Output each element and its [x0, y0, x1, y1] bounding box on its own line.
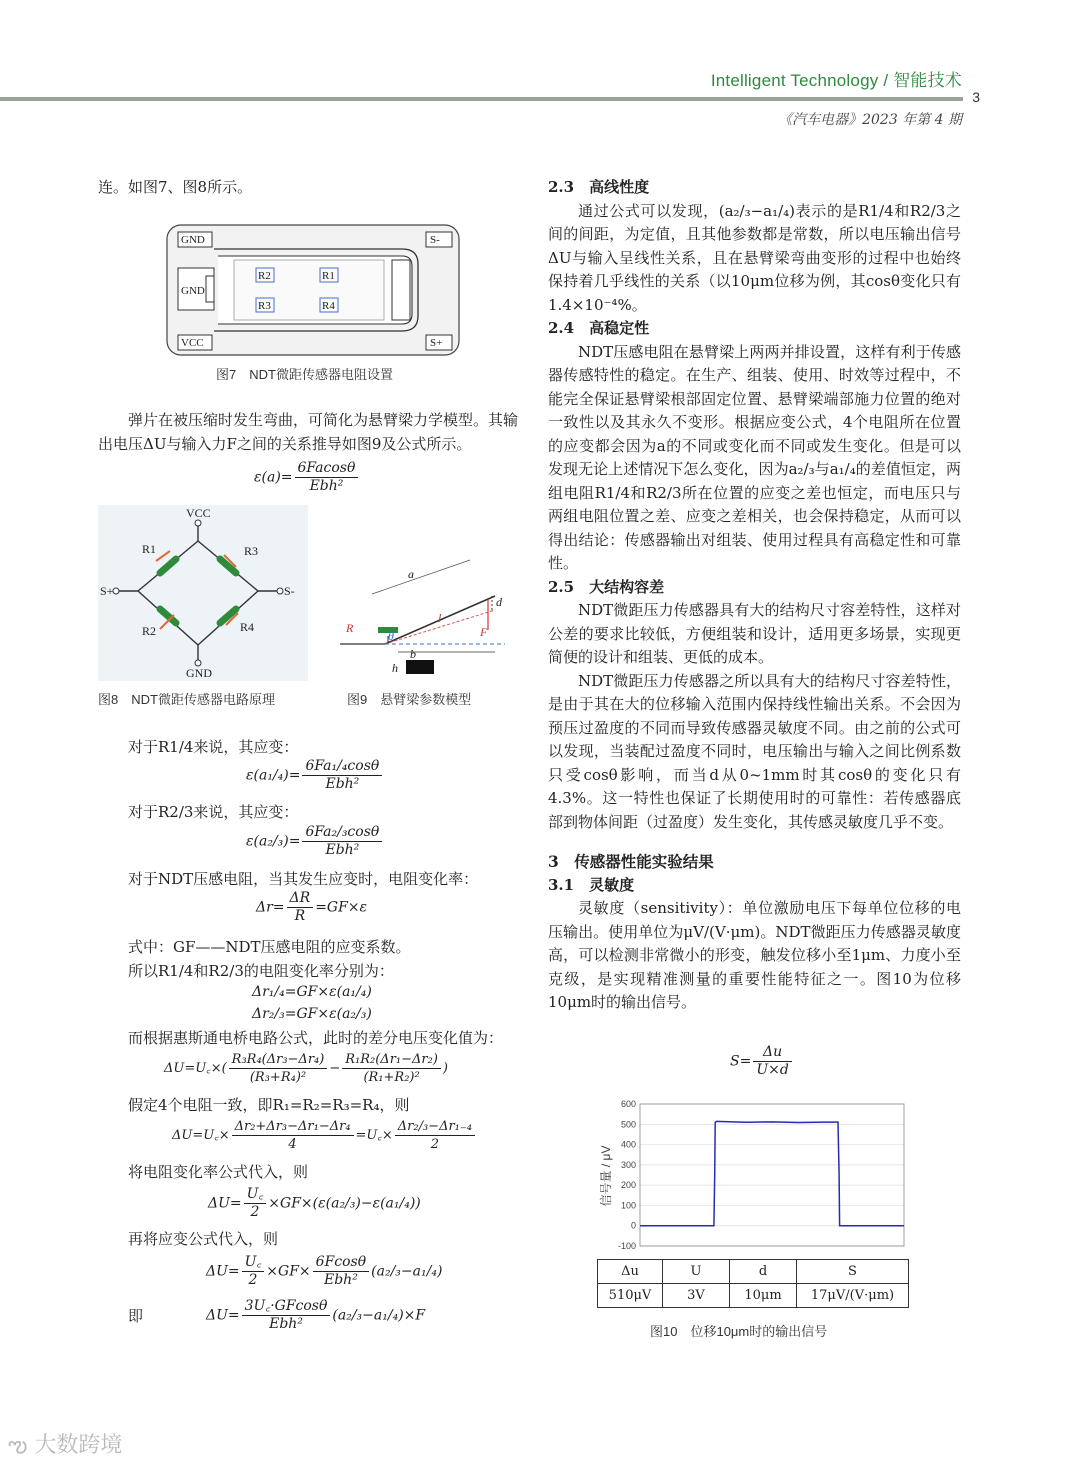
eq8-mid: =U꜀× [355, 1128, 393, 1143]
left-para1 [98, 409, 518, 456]
fig8-label-s-plus: S+ [100, 584, 114, 598]
table-value-d: 10μm [730, 1284, 797, 1308]
section-2-3-body: 通过公式可以发现，(a₂/₃−a₁/₄)表示的是R1/4和R2/3之间的间距，为定值，且其他参数都是常数，所以电压输出信号ΔU与输入呈线性关系，且在悬臂梁弯曲变形的过程中也始终保持着几乎线性的关系（以10μm位移为例，其cosθ变化只有1.4×10⁻⁴%。 [548, 201, 961, 314]
eq-sensitivity [730, 1044, 794, 1079]
eq7-lhs: ΔU=U꜀×( [164, 1061, 227, 1076]
where-gf: 式中：GF——NDT压感电阻的应变系数。 [128, 938, 411, 956]
eq8-den1: 4 [288, 1137, 297, 1152]
eq9-rhs: ×GF×(ε(a₂/₃)−ε(a₁/₄)) [268, 1195, 421, 1212]
chart-ytick-label: 100 [620, 1200, 636, 1211]
eq4-num: ΔR [287, 890, 314, 908]
section-3-1-title: 3.1 灵敏度 [548, 875, 635, 894]
fig7-label-s-plus: S+ [430, 337, 443, 349]
eq7-num2: R₁R₂(Δr₁−Δr₂) [342, 1051, 441, 1069]
chart-ytick-label: 400 [620, 1139, 636, 1150]
fig7-label-r4: R4 [322, 300, 335, 312]
eq10-mid: ×GF× [266, 1263, 311, 1280]
eq-resistance-rate [256, 890, 367, 925]
fig8-label-gnd: GND [186, 666, 212, 680]
table-value-u: 3V [663, 1284, 730, 1308]
eqs-den: U×d [756, 1062, 789, 1078]
watermark-icon: ఌ [8, 1433, 35, 1458]
eq2-lhs: ε(a₁/₄)= [246, 767, 301, 784]
fig9-label-h: h [392, 661, 398, 675]
eq-subst-rate [208, 1186, 421, 1221]
eq3-num: 6Fa₂/₃cosθ [302, 824, 382, 842]
para-cantilever: 弹片在被压缩时发生弯曲，可简化为悬臂梁力学模型。其输出电压ΔU与输入力F之间的关系推导如图9及公式所示。 [98, 411, 519, 453]
fig8-caption: 图8 NDT微距传感器电路原理 [98, 692, 275, 707]
fig7-label-r2: R2 [258, 270, 271, 282]
chart-ytick-label: 600 [620, 1099, 636, 1109]
eq9-num: U꜀ [244, 1186, 267, 1204]
eq10-num2: 6Fcosθ [313, 1254, 370, 1272]
eq9-den: 2 [250, 1204, 260, 1220]
section-2-5-title: 2.5 大结构容差 [548, 577, 665, 596]
eq8-den2: 2 [430, 1137, 440, 1152]
table-header-d: d [730, 1260, 797, 1284]
eq8-num2: Δr₂/₃−Δr₁₋₄ [395, 1118, 475, 1136]
chart-ytick-label: -100 [617, 1241, 636, 1251]
fig7-label-gnd-mid: GND [181, 285, 205, 297]
chart-ytick-label: 0 [630, 1220, 636, 1231]
eq9-lhs: ΔU= [208, 1195, 242, 1212]
chart-series-line [640, 1121, 904, 1225]
table-row [598, 1284, 909, 1308]
section-header: Intelligent Technology / 智能技术 [710, 71, 962, 90]
section-2-3-title: 2.3 高线性度 [548, 178, 650, 196]
eq-strain-r23 [246, 824, 384, 859]
eq3-den: Ebh² [325, 842, 360, 858]
eq2-den: Ebh² [325, 776, 360, 792]
fig8-label-r1: R1 [142, 542, 157, 556]
fig9-label-b: b [410, 647, 416, 661]
chart-ytick-label: 300 [620, 1159, 636, 1170]
fig7-label-r3: R3 [258, 300, 271, 312]
eq-subst-strain [206, 1254, 442, 1289]
eqs-num: Δu [753, 1044, 792, 1062]
chart-ylabel: 信号量 / μV [599, 1145, 613, 1207]
page-number: 3 [972, 89, 980, 105]
table-header-s: S [797, 1260, 909, 1284]
eq-bridge [164, 1051, 448, 1086]
table-value-s: 17μV/(V·μm) [797, 1284, 909, 1308]
section-2-4-title: 2.4 高稳定性 [548, 319, 650, 337]
eq-strain-a [254, 460, 360, 495]
fig7-label-vcc: VCC [181, 337, 204, 349]
eq7-rhs: ) [442, 1061, 448, 1076]
eq7-den2: (R₁+R₂)² [363, 1070, 420, 1085]
table-header-u: U [663, 1260, 730, 1284]
eq1-lhs: ε(a)= [254, 469, 293, 486]
eq4-lhs: Δr= [256, 899, 285, 916]
eq8-lhs: ΔU=U꜀× [172, 1128, 230, 1143]
eq1-num: 6Facosθ [295, 460, 359, 478]
eq3-lhs: ε(a₂/₃)= [246, 833, 301, 850]
eq2-num: 6Fa₁/₄cosθ [302, 758, 382, 776]
fig7-label-s-minus: S- [430, 234, 440, 246]
fig8-label-s-minus: S- [284, 584, 295, 598]
fig9-label-d: d [496, 595, 502, 609]
intro-text: 连。如图7、图8所示。 [98, 178, 253, 196]
eq-final [206, 1298, 425, 1333]
eq7-mid: − [329, 1061, 341, 1076]
fig7-label-gnd-top: GND [181, 234, 205, 246]
fig9-label-l: l [438, 611, 442, 625]
fig9-label-a: a [408, 567, 414, 581]
chart-frame [640, 1104, 904, 1246]
section-2-5-body1: NDT微距压力传感器具有大的结构尺寸容差特性，这样对公差的要求比较低，方便组装和设计，适用更多场景，实现更简便的设计和组装、更低的成本。 [548, 601, 961, 666]
fig9-label-f: F [480, 625, 488, 639]
journal-name: 《汽车电器》2023 年第 4 期 [778, 112, 962, 128]
rates-intro: 所以R1/4和R2/3的电阻变化率分别为： [128, 961, 394, 980]
eq4-rhs: =GF×ε [315, 899, 368, 916]
eq-equal-resistors [172, 1118, 477, 1153]
table-value-du: 510μV [598, 1284, 663, 1308]
ndt-intro: 对于NDT压感电阻，当其发生应变时，电阻变化率： [128, 870, 479, 888]
fig7-label-r1: R1 [322, 270, 335, 282]
eq-strain-r14 [246, 758, 384, 793]
eq10-lhs: ΔU= [206, 1263, 240, 1280]
ji-label: 即 [128, 1307, 144, 1325]
fig8-label-r2: R2 [142, 624, 157, 638]
table-header-du: Δu [598, 1260, 663, 1284]
eq10-rhs: (a₂/₃−a₁/₄) [371, 1263, 443, 1280]
eq10-num1: U꜀ [242, 1254, 265, 1272]
watermark-logo [8, 1428, 122, 1463]
chart-ytick-label: 200 [620, 1180, 636, 1191]
subst2: 再将应变公式代入，则 [128, 1230, 279, 1248]
chart-ytick-label: 500 [620, 1119, 636, 1130]
fig7-resistor-layout [166, 224, 460, 356]
bridge-intro: 而根据惠斯通电桥电路公式，此时的差分电压变化值为： [128, 1029, 504, 1047]
section-2-5-body2: NDT微距压力传感器之所以具有大的结构尺寸容差特性，是由于其在大的位移输入范围内保持线性输出关系。不会因为预压过盈度的不同而导致传感器灵敏度不同。由之前的公式可以发现，当装配过盈度不同时，电压输出与输入之间比例系数只受cosθ影响，而当d从0~1mm时其cosθ的变化只有4.3%。这一特性也保证了长期使用时的可靠性：若传感器底部到物体间距（过盈度）发生变化，其传感灵敏度几乎不变。 [548, 671, 961, 831]
watermark-text: 大数跨境 [34, 1433, 123, 1458]
fig8-label-r4: R4 [240, 620, 255, 634]
eq10-den2: Ebh² [324, 1272, 358, 1288]
eq10-den1: 2 [248, 1272, 258, 1288]
fig9-cantilever-model [330, 548, 520, 678]
fig10-caption: 图10 位移10μm时的输出信号 [650, 1324, 828, 1339]
fig9-label-theta: θ [388, 629, 394, 643]
fig10-table [597, 1259, 909, 1308]
r23-intro: 对于R2/3来说，其应变： [128, 803, 299, 821]
right-column [548, 176, 961, 1015]
r14-intro: 对于R1/4来说，其应变： [128, 738, 299, 756]
eq1-den: Ebh² [309, 478, 344, 494]
eq11-lhs: ΔU= [206, 1307, 240, 1324]
section-2-4-body: NDT压感电阻在悬臂梁上两两并排设置，这样有利于传感器传感特性的稳定。在生产、组装、使用、时效等过程中，不能完全保证悬臂梁根部固定位置、悬臂梁端部施力位置的绝对一致性以及其永久不变形。根据应变公式，4个电阻所在位置的应变都会因为a的不同或变化而不同或发生变化。但是可以发现无论上述情况下怎么变化，因为a₂/₃与a₁/₄的差值恒定，两组电阻R1/4和R2/3所在位置的应变之差也恒定，而电压只与两组电阻位置之差、应变之差相关，也会保持稳定，从而可以得出结论：传感器输出对组装、使用过程具有高稳定性和可靠性。 [548, 342, 961, 572]
eq-rate-r23: Δr₂/₃=GF×ε(a₂/₃) [252, 1006, 372, 1022]
eqs-lhs: S= [730, 1053, 752, 1070]
fig8-label-vcc: VCC [186, 506, 211, 520]
fig8-label-r3: R3 [244, 544, 259, 558]
table-header-row [598, 1260, 909, 1284]
fig9-label-r: R [346, 621, 354, 635]
eq7-num1: R₃R₄(Δr₃−Δr₄) [229, 1051, 328, 1069]
eq4-den: R [294, 908, 306, 924]
section-3-1-body: 灵敏度（sensitivity）：单位激励电压下每单位位移的电压输出。使用单位为μV/(V·μm)。NDT微距压力传感器灵敏度高，可以检测非常微小的形变，触发位移小至1μm、力度小至克级，是实现精准测量的重要性能特征之一。图10为位移10μm时的输出信号。 [548, 899, 961, 1011]
eq7-den1: (R₃+R₄)² [249, 1070, 307, 1085]
eq11-rhs: (a₂/₃−a₁/₄)×F [332, 1307, 426, 1324]
left-intro [98, 176, 518, 200]
section-3-title: 3 传感器性能实验结果 [548, 852, 714, 871]
subst1: 将电阻变化率公式代入，则 [128, 1163, 309, 1181]
fig8-bridge-circuit [98, 505, 308, 681]
fig7-caption: 图7 NDT微距传感器电阻设置 [216, 367, 393, 382]
fig9-caption: 图9 悬臂梁参数模型 [347, 692, 472, 707]
eq11-num: 3U꜀·GFcosθ [242, 1298, 331, 1316]
eq8-num1: Δr₂+Δr₃−Δr₁−Δr₄ [232, 1118, 354, 1136]
fig10-signal-chart [596, 1096, 912, 1256]
eq-rate-r14: Δr₁/₄=GF×ε(a₁/₄) [252, 984, 372, 1000]
assume-equal: 假定4个电阻一致，即R₁=R₂=R₃=R₄，则 [128, 1096, 410, 1114]
eq11-den: Ebh² [269, 1316, 303, 1332]
header-rule [0, 97, 963, 101]
